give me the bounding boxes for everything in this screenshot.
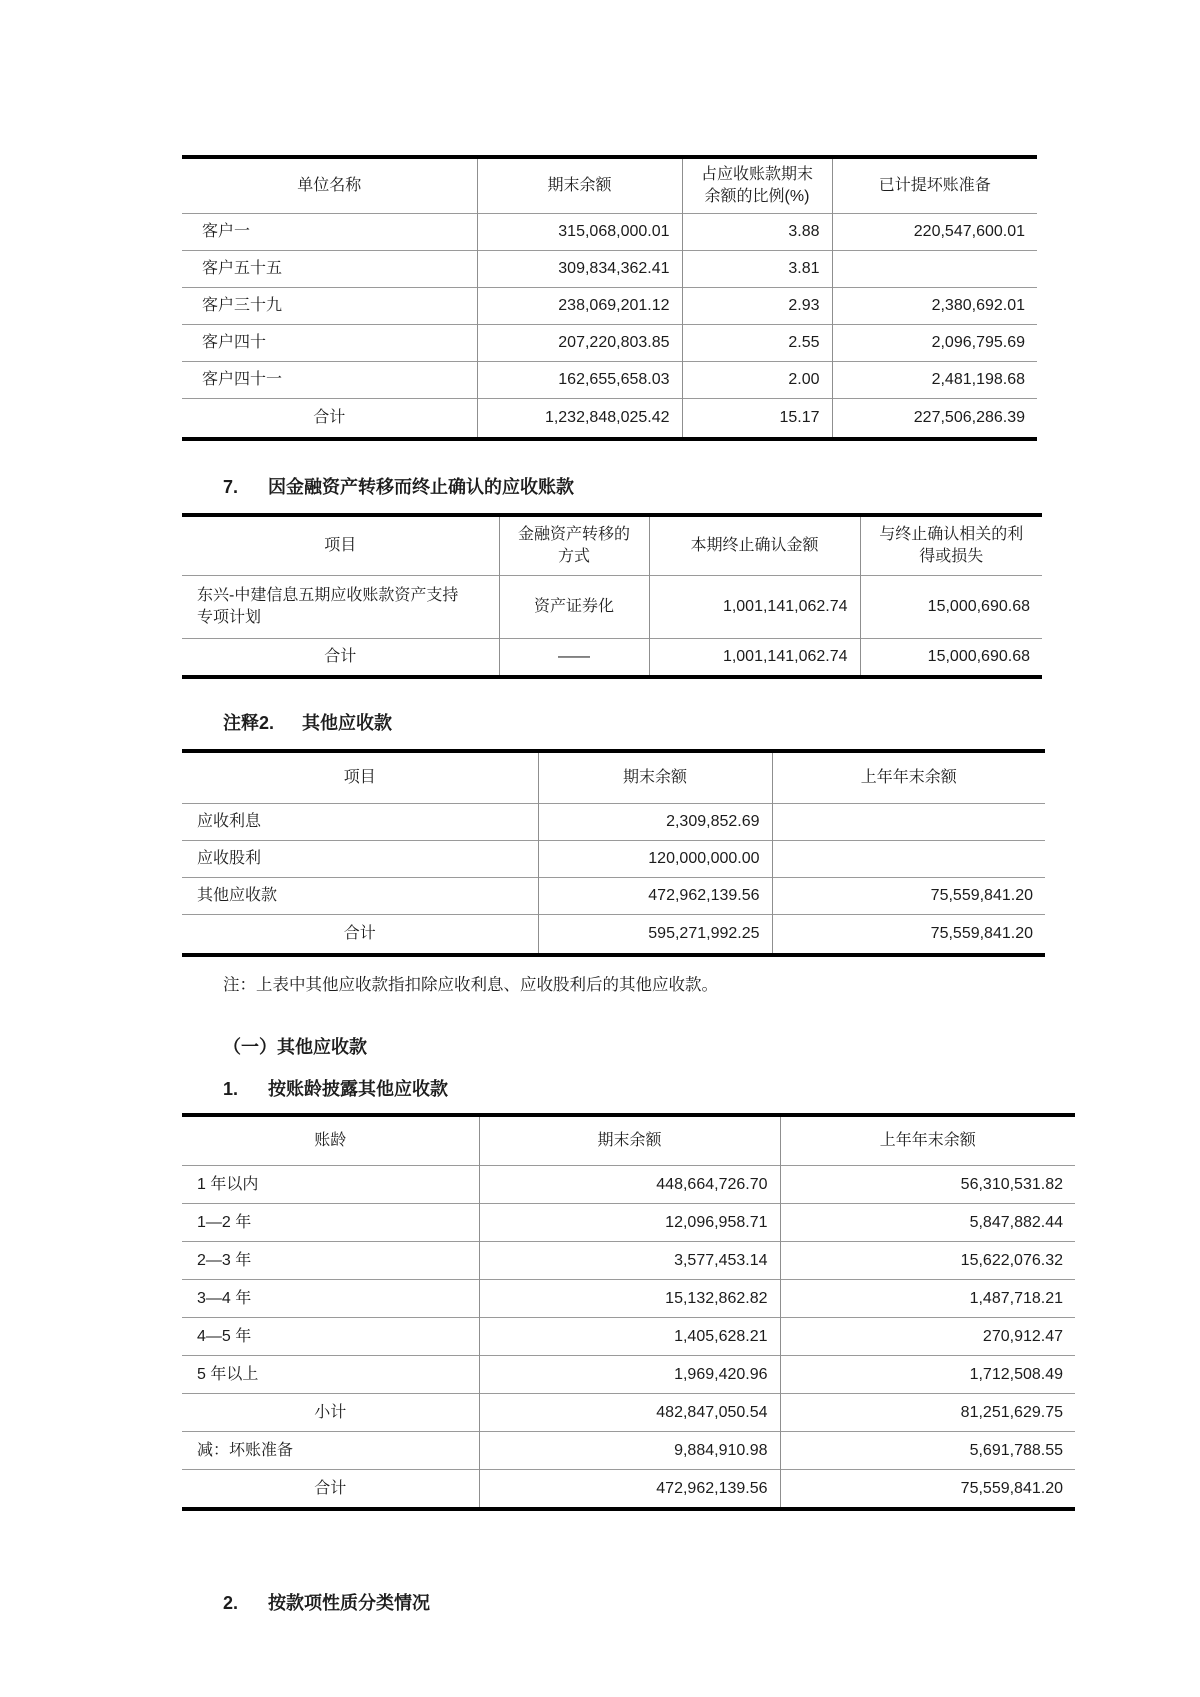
sub-section-one-heading: （一）其他应收款: [223, 1037, 367, 1057]
table-row: [182, 362, 1037, 399]
table-row: [182, 251, 1037, 288]
table-cell: 315,068,000.01: [477, 214, 682, 251]
section-number: 2.: [223, 1593, 239, 1613]
table-cell: 75,559,841.20: [772, 915, 1045, 956]
table-cell: 4—5 年: [182, 1318, 479, 1356]
column-header: 期末余额: [538, 751, 772, 804]
customer-table: [182, 155, 1037, 441]
table-cell: 15,000,690.68: [860, 639, 1042, 678]
table-row: [182, 1356, 1075, 1394]
section-title: 其他应收款: [302, 713, 393, 733]
table-cell: 2,481,198.68: [832, 362, 1037, 399]
table-cell: 1,712,508.49: [780, 1356, 1075, 1394]
transfer-table: [182, 513, 1042, 679]
table-cell: 9,884,910.98: [479, 1432, 780, 1470]
table-cell: 3.88: [682, 214, 832, 251]
section-number: 1.: [223, 1079, 239, 1099]
column-header: 期末余额: [477, 157, 682, 214]
table-cell: 客户四十: [182, 325, 477, 362]
table-cell: 1,001,141,062.74: [649, 576, 860, 639]
table-row: [182, 1166, 1075, 1204]
table-cell: 客户三十九: [182, 288, 477, 325]
table-row: [182, 288, 1037, 325]
section-title: 因金融资产转移而终止确认的应收账款: [268, 477, 574, 497]
table-cell: 2,380,692.01: [832, 288, 1037, 325]
section-number: 7.: [223, 477, 239, 497]
column-header: 金融资产转移的方式: [499, 515, 649, 576]
table-cell: 472,962,139.56: [479, 1470, 780, 1510]
column-header: 占应收账款期末余额的比例(%): [682, 157, 832, 214]
table-cell: 448,664,726.70: [479, 1166, 780, 1204]
table-cell: 合计: [182, 639, 499, 678]
table-row: [182, 841, 1045, 878]
table-cell: 减：坏账准备: [182, 1432, 479, 1470]
table-cell: 客户四十一: [182, 362, 477, 399]
table-cell: 238,069,201.12: [477, 288, 682, 325]
table-cell: 15,000,690.68: [860, 576, 1042, 639]
table-cell: 2.55: [682, 325, 832, 362]
column-header: 单位名称: [297, 177, 362, 195]
table-row: [182, 804, 1045, 841]
table-cell: 207,220,803.85: [477, 325, 682, 362]
table-cell: 1—2 年: [182, 1204, 479, 1242]
table-row: [182, 576, 1042, 639]
table-cell: 15,622,076.32: [780, 1242, 1075, 1280]
table-header-row: [182, 1115, 1075, 1166]
table-cell: 227,506,286.39: [832, 399, 1037, 440]
table-cell: 81,251,629.75: [780, 1394, 1075, 1432]
table-cell: 1,969,420.96: [479, 1356, 780, 1394]
table-cell: 120,000,000.00: [538, 841, 772, 878]
table-subtotal-row: [182, 1394, 1075, 1432]
table-cell: 3—4 年: [182, 1280, 479, 1318]
table-total-row: [182, 399, 1037, 440]
table-cell: 220,547,600.01: [832, 214, 1037, 251]
table-row: [182, 1204, 1075, 1242]
table-cell: 资产证券化: [499, 576, 649, 639]
page-content: [182, 0, 1075, 1617]
table-header-row: [182, 751, 1045, 804]
table-cell: 75,559,841.20: [780, 1470, 1075, 1510]
table-row: [182, 1280, 1075, 1318]
table-footnote: 注：上表中其他应收款指扣除应收利息、应收股利后的其他应收款。: [223, 976, 718, 994]
table-cell: 1,487,718.21: [780, 1280, 1075, 1318]
table-cell: 12,096,958.71: [479, 1204, 780, 1242]
table-cell: 客户五十五: [182, 251, 477, 288]
section-number: 注释2.: [223, 713, 275, 733]
table-cell: [772, 804, 1045, 841]
table-cell: 75,559,841.20: [772, 878, 1045, 915]
table-row: [182, 1318, 1075, 1356]
table-cell: 309,834,362.41: [477, 251, 682, 288]
table-cell: 客户一: [182, 214, 477, 251]
table-cell: 合计: [182, 915, 538, 956]
table-header-row: [182, 515, 1042, 576]
table-cell: 1,001,141,062.74: [649, 639, 860, 678]
table-cell: 3,577,453.14: [479, 1242, 780, 1280]
table-cell: 472,962,139.56: [538, 878, 772, 915]
column-header: 上年年末余额: [780, 1115, 1075, 1166]
section-title: 按账龄披露其他应收款: [268, 1079, 448, 1099]
table-total-row: [182, 1470, 1075, 1510]
table-cell: [832, 251, 1037, 288]
item-2-heading: [182, 1589, 1075, 1617]
table-row: [182, 325, 1037, 362]
table-cell: 2—3 年: [182, 1242, 479, 1280]
table-header-row: [182, 157, 1037, 214]
table-cell: 1,232,848,025.42: [477, 399, 682, 440]
table-cell: 应收股利: [182, 841, 538, 878]
table-row: [182, 1242, 1075, 1280]
section-title: 按款项性质分类情况: [268, 1593, 430, 1613]
table-cell: 应收利息: [182, 804, 538, 841]
section-7-heading: [182, 473, 1075, 501]
aging-table: [182, 1113, 1075, 1511]
table-cell: 5,691,788.55: [780, 1432, 1075, 1470]
table-cell: 270,912.47: [780, 1318, 1075, 1356]
table-row: [182, 214, 1037, 251]
table-cell: 小计: [182, 1394, 479, 1432]
table-cell: 5,847,882.44: [780, 1204, 1075, 1242]
table-cell: 其他应收款: [182, 878, 538, 915]
table-cell: [772, 841, 1045, 878]
table-cell: 1,405,628.21: [479, 1318, 780, 1356]
table-cell: 482,847,050.54: [479, 1394, 780, 1432]
table-cell: 2,309,852.69: [538, 804, 772, 841]
table-cell: 3.81: [682, 251, 832, 288]
table-cell: 东兴-中建信息五期应收账款资产支持专项计划: [182, 576, 499, 639]
table-cell: 595,271,992.25: [538, 915, 772, 956]
table-cell: 15,132,862.82: [479, 1280, 780, 1318]
column-header: 期末余额: [479, 1115, 780, 1166]
note-2-heading: [182, 709, 1075, 737]
table-cell: 合计: [182, 399, 477, 440]
table-total-row: [182, 639, 1042, 678]
table-cell: 1 年以内: [182, 1166, 479, 1204]
table-cell: ——: [499, 639, 649, 678]
table-cell: 2.00: [682, 362, 832, 399]
column-header: 上年年末余额: [772, 751, 1045, 804]
column-header: 与终止确认相关的利得或损失: [860, 515, 1042, 576]
table-cell: 15.17: [682, 399, 832, 440]
column-header: 本期终止确认金额: [649, 515, 860, 576]
column-header: 账龄: [314, 1132, 347, 1150]
item-1-heading: [182, 1075, 1075, 1103]
column-header: 项目: [324, 537, 357, 555]
table-row: [182, 878, 1045, 915]
table-cell: 2,096,795.69: [832, 325, 1037, 362]
column-header: 已计提坏账准备: [832, 157, 1037, 214]
table-cell: 5 年以上: [182, 1356, 479, 1394]
table-cell: 合计: [182, 1470, 479, 1510]
column-header: 项目: [343, 769, 376, 787]
table-total-row: [182, 915, 1045, 956]
table-cell: 2.93: [682, 288, 832, 325]
table-row: [182, 1432, 1075, 1470]
other-receivables-table: [182, 749, 1045, 957]
table-cell: 162,655,658.03: [477, 362, 682, 399]
table-cell: 56,310,531.82: [780, 1166, 1075, 1204]
